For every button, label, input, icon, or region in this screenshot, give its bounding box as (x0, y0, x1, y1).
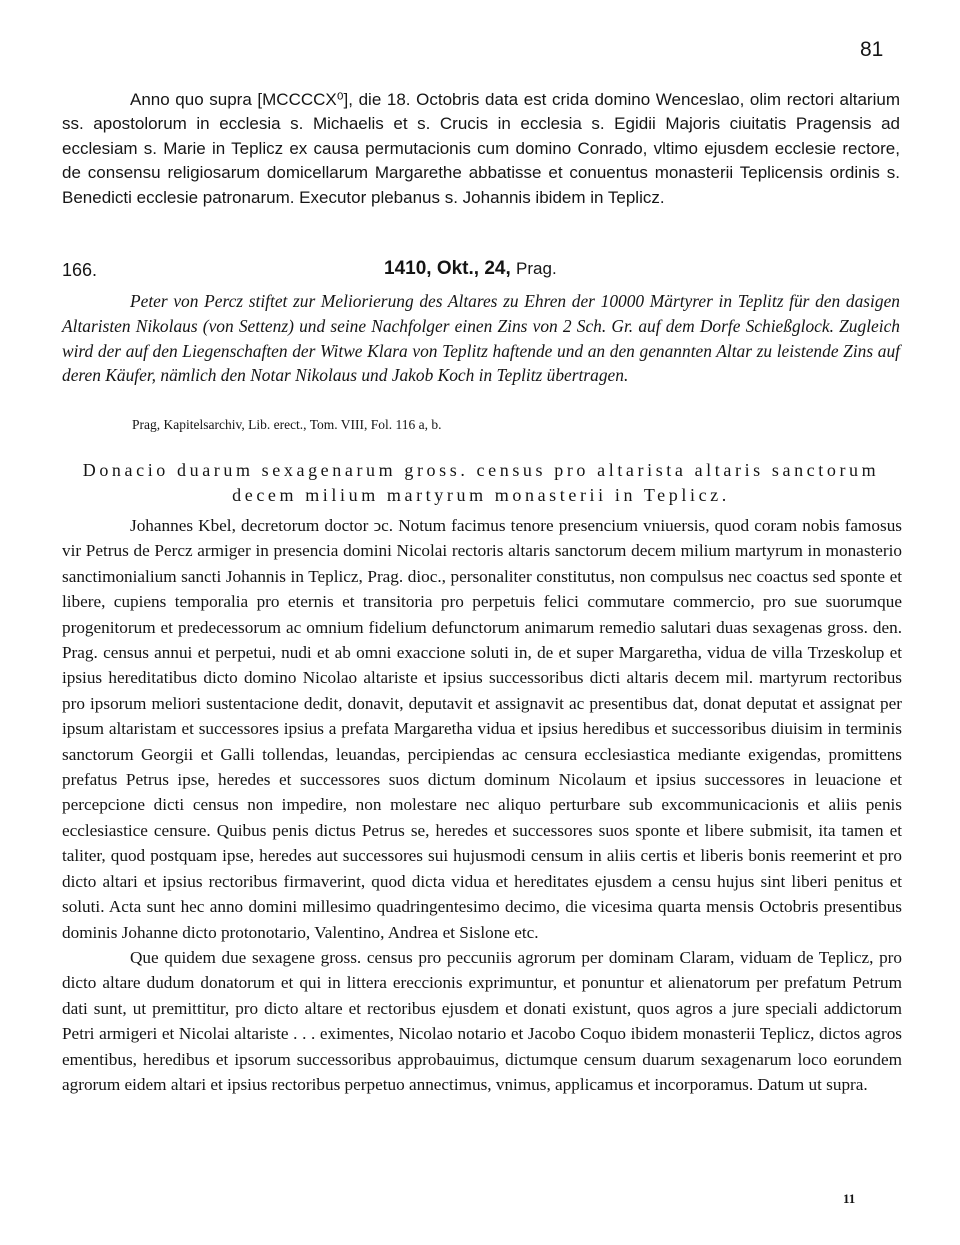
document-body (62, 513, 902, 1097)
document-dateline (384, 258, 557, 280)
intro-paragraph: Anno quo supra [MCCCCX⁰], die 18. Octobris data est crida domino Wenceslao, olim rectori altarium ss. apostolorum in ecclesia s. Michaelis et s. Crucis in ecclesia s. Egidii Majoris ciuitatis Pragensis ad ecclesiam s. Marie in Teplicz ex causa permutacionis cum domino Conrado, vltimo ejusdem ecclesie rectore, de consensu religiosarum domicellarum Margarethe abbatisse et conuentus monasterii Teplicensis ordinis s. Benedicti ecclesie patronarum. Executor plebanus s. Johannis ibidem in Teplicz. (62, 90, 900, 207)
regest-summary: Peter von Percz stiftet zur Meliorierung des Altares zu Ehren der 10000 Märtyrer in Teplitz für den dasigen Altaristen Nikolaus (von Settenz) und seine Nachfolger einen Zins von 2 Sch. Gr. auf dem Dorfe Schießglock. Zugleich wird der auf den Liegenschaften der Witwe Klara von Teplitz haftende und an den genannten Altar zu leistende Zins auf deren Käufer, nämlich den Notar Nikolaus und Jakob Koch in Teplitz übertragen. (62, 291, 900, 386)
archive-source: Prag, Kapitelsarchiv, Lib. erect., Tom. VIII, Fol. 116 a, b. (132, 417, 442, 432)
body-paragraph-2: Que quidem due sexagene gross. census pro peccuniis agrorum per dominam Claram, viduam de Teplicz, pro dicto altare dudum donatorum et qui in littera ereccionis exprimuntur, et ponuntur et alienatorum per prefatum Petrum dati sunt, ut premittitur, pro dicto altare et rectoribus ejusdem et donati existunt, quos agros a jure speciali addictorum Petri armigeri et Nicolai altariste . . . eximentes, Nicolao notario et Jacobo Coquo ibidem monasterii Teplicz, dictos agros ementibus, heredibus et ipsorum successoribus approbauimus, dictumque censum duarum sexagenarum loco eorundem agrorum eidem altari et ipsius rectoribus perpetuo annectimus, vnimus, applicamus et incorporamus. Datum ut supra. (62, 947, 902, 1094)
body-paragraph-1: Johannes Kbel, decretorum doctor ↄc. Notum facimus tenore presencium vniuersis, quod coram nobis famosus vir Petrus de Percz armiger in presencia domini Nicolai rectoris altaris sanctorum decem milium martyrum in monasterio sanctimonialium sancti Johannis in Teplicz, Prag. dioc., personaliter constitutus, non compulsus nec coactus sed sponte et libere, cupiens temporalia pro eternis et transitoria pro perpetuis felici commutare commercio, pro sue suorumque progenitorum et predecessorum ac omnium fidelium defunctorum animarum remedio salutari duas sexagenas gross. den. Prag. census annui et perpetui, nudi et ab omni exaccione soluti in, de et super Margaretha, vidua de villa Trzeskolup et ipsius hereditatibus dicto domino Nicolao altariste et ipsius successoribus dicti altaris decem mil. martyrum rectoribus pro ipsorum meliori sustentacione dedit, donavit, deputavit et assignavit ac presentibus dat, donat deputat et assignat per ipsum altaristam et successores ipsius a prefata Margaretha vidua et ipsius heredibus et successoribus diuisim in terminis sanctorum Georgii et Galli tollendas, leuandas, percipiendas ac censura ecclesiastica mediante exigendas, promittens prefatus Petrus ipse, heredes et successores suos dictum dominum Nicolaum et ipsius successores in leuacione et percepcione dicti census non impedire, non molestare nec aliquo perturbare sub excommunicacionis et aliis penis ecclesiastice censure. Quibus penis dictus Petrus se, heredes et successores suos sponte et libere submisit, ita tamen et taliter, quod postquam ipse, heredes aut successores sui hujusmodi censum in aliis certis et liberis bonis reemerint et pro dicto altari et ipsius rectoribus firmaverint, quod dicta vidua et hereditates ejusdem a censu hujus sint liberi penitus et soluti. Acta sunt hec anno domini millesimo quadringentesimo decimo, die vicesima quarta mensis Octobris presentibus dominis Johanne dicto protonotario, Valentino, Andrea et Sislone etc. (62, 516, 902, 942)
signature-mark: 11 (843, 1191, 856, 1206)
document-rubric: Donacio duarum sexagenarum gross. census pro altarista altaris sanctorum decem milium martyrum monasterii in Teplicz. (82, 460, 880, 505)
document-number: 166. (62, 260, 98, 280)
document-place: Prag. (516, 259, 557, 278)
page-number: 81 (860, 38, 884, 61)
document-date: 1410, Okt., 24, (384, 258, 511, 279)
